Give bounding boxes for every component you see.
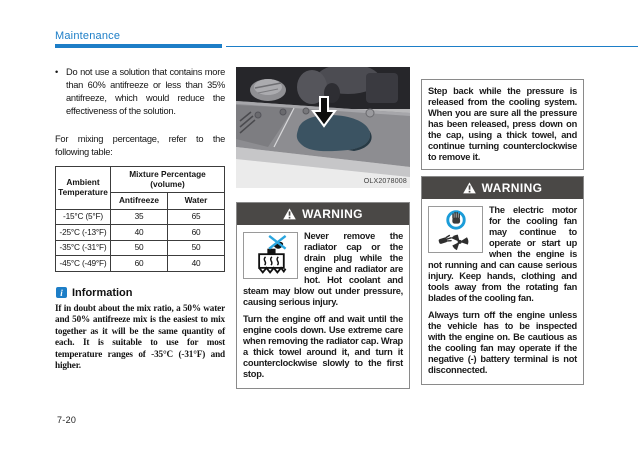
cell-temp: -15°C (5°F)	[56, 209, 111, 225]
warning-header	[237, 203, 409, 225]
warning-continuation-text: Step back while the pressure is released from the cooling system. When you are sure all the pressure has been released, press down on the cap, using a thick towel, and continue turning counterclockwise to remove it.	[428, 86, 577, 162]
bullet-item	[55, 66, 225, 118]
warning-title: WARNING	[302, 207, 363, 221]
cell-temp: -45°C (-49°F)	[56, 256, 111, 272]
table-row	[56, 225, 225, 241]
warning-body	[422, 199, 583, 384]
cell-antifreeze: 50	[111, 240, 168, 256]
warning-continuation-box	[421, 79, 584, 170]
hot-radiator-do-not-open-icon	[243, 232, 298, 279]
middle-column	[236, 67, 410, 389]
engine-compartment-illustration	[236, 67, 410, 188]
engine-compartment-figure	[236, 67, 410, 188]
table-row	[56, 240, 225, 256]
information-body: If in doubt about the mix ratio, a 50% water and 50% antifreeze mix is the easiest to mix together as it will be the same quantity of each. It is suitable to use for most temperature ranges of -35°C (-31°F) and higher.	[55, 302, 225, 370]
left-column	[55, 66, 225, 372]
figure-code: OLX2078008	[363, 178, 407, 185]
information-heading	[56, 287, 225, 299]
cell-temp: -25°C (-13°F)	[56, 225, 111, 241]
cell-water: 65	[168, 209, 225, 225]
warning-title: WARNING	[481, 181, 543, 195]
mixture-percentage-table	[55, 166, 225, 272]
cell-water: 60	[168, 225, 225, 241]
warning-body	[237, 225, 409, 388]
cell-antifreeze: 60	[111, 256, 168, 272]
table-header-mixture-percentage: Mixture Percentage (volume)	[111, 167, 225, 193]
warning-paragraph: Turn the engine off and wait until the engine cools down. Use extreme care when removing the radiator cap. Wrap a thick towel around it, and turn it counterclockwise slowly to the first stop.	[243, 314, 403, 379]
table-row	[56, 256, 225, 272]
table-row	[56, 209, 225, 225]
warning-box-cooling-fan	[421, 176, 584, 385]
section-title: Maintenance	[55, 30, 121, 42]
cooling-fan-keep-hands-away-icon	[428, 206, 483, 253]
cell-water: 40	[168, 256, 225, 272]
cell-temp: -35°C (-31°F)	[56, 240, 111, 256]
bullet-icon: •	[55, 67, 59, 77]
cell-antifreeze: 40	[111, 225, 168, 241]
warning-triangle-icon	[283, 208, 296, 220]
warning-paragraph: Never remove the radiator cap or the drain plug while the engine and radiator are hot. Hot coolant and steam may blow out under pressure, causing serious injury.	[243, 231, 403, 307]
warning-header	[422, 177, 583, 199]
page-number: 7-20	[57, 415, 77, 425]
cell-water: 50	[168, 240, 225, 256]
warning-paragraph: Always turn off the engine unless the vehicle has to be inspected with the engine on. Be cautious as the cooling fan may operate if the negative (-) battery terminal is not disconnected.	[428, 310, 577, 375]
header-accent-bar	[55, 44, 222, 48]
table-intro-text: For mixing percentage, refer to the following table:	[55, 134, 225, 157]
table-subheader-antifreeze: Antifreeze	[111, 193, 168, 210]
table-subheader-water: Water	[168, 193, 225, 210]
info-icon: i	[56, 287, 67, 298]
table-header-ambient-temperature: Ambient Temperature	[56, 167, 111, 210]
right-column	[421, 79, 584, 385]
bullet-item-text: Do not use a solution that contains more than 60% antifreeze or less than 35% antifreeze, which would reduce the effectiveness of the solution.	[66, 67, 225, 116]
cell-antifreeze: 35	[111, 209, 168, 225]
information-title: Information	[72, 286, 133, 299]
header-rule-line	[226, 46, 638, 47]
warning-box-radiator	[236, 202, 410, 389]
warning-triangle-icon	[463, 182, 476, 194]
warning-paragraph: The electric motor for the cooling fan may continue to operate or start up when the engine is not running and can cause serious injury. Keep hands, clothing and tools away from the rotating fan blades of the cooling fan.	[428, 205, 577, 303]
